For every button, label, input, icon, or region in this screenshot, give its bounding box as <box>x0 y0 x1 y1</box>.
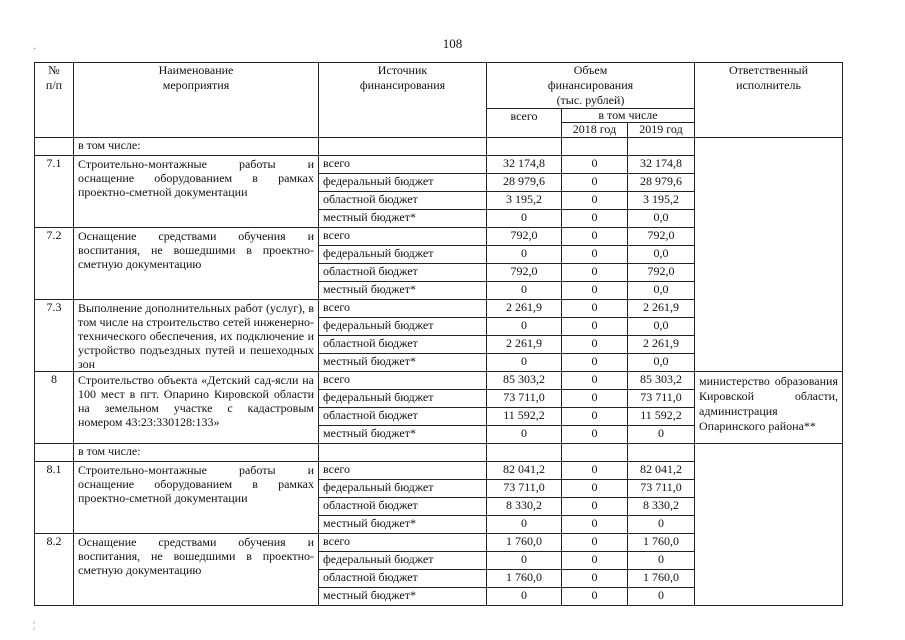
funding-source: местный бюджет* <box>319 354 487 372</box>
value-2018: 0 <box>562 174 628 192</box>
funding-source: местный бюджет* <box>319 426 487 444</box>
value-total: 11 592,2 <box>487 408 562 426</box>
value-total: 2 261,9 <box>487 300 562 318</box>
funding-source: всего <box>319 300 487 318</box>
header-volume: Объем финансирования (тыс. рублей) <box>487 63 695 109</box>
value-2018: 0 <box>562 480 628 498</box>
value-2019: 2 261,9 <box>628 300 695 318</box>
funding-source: всего <box>319 228 487 246</box>
funding-source: областной бюджет <box>319 264 487 282</box>
measure-name: Оснащение средствами обучения и воспитания, не вошедшими в проектно-сметную документацию <box>74 228 319 300</box>
value-2019: 0,0 <box>628 318 695 336</box>
page-number: 108 <box>442 36 463 51</box>
empty-cell <box>628 138 695 156</box>
row-num: 8 <box>35 372 74 444</box>
value-2018: 0 <box>562 318 628 336</box>
value-2018: 0 <box>562 426 628 444</box>
value-2019: 28 979,6 <box>628 174 695 192</box>
value-total: 1 760,0 <box>487 534 562 552</box>
value-total: 0 <box>487 552 562 570</box>
value-2018: 0 <box>562 354 628 372</box>
funding-source: федеральный бюджет <box>319 318 487 336</box>
measure-name: Оснащение средствами обучения и воспитания, не вошедшими в проектно-сметную документацию <box>74 534 319 606</box>
funding-source: всего <box>319 372 487 390</box>
funding-source: областной бюджет <box>319 192 487 210</box>
measure-name: Выполнение дополнительных работ (услуг), в том числе на строительство сетей инженерно-технического обеспечения, их подключение и устройство подъездных путей и пешеходных зон <box>74 300 319 372</box>
header-2019: 2019 год <box>628 122 695 137</box>
funding-source: областной бюджет <box>319 570 487 588</box>
empty-cell <box>319 444 487 462</box>
value-2019: 85 303,2 <box>628 372 695 390</box>
measure-name: Строительно-монтажные работы и оснащение оборудованием в рамках проектно-сметной документации <box>74 156 319 228</box>
value-2018: 0 <box>562 462 628 480</box>
table-row <box>35 372 843 390</box>
value-total: 0 <box>487 354 562 372</box>
value-total: 1 760,0 <box>487 570 562 588</box>
incl-label: в том числе: <box>74 444 319 462</box>
value-2018: 0 <box>562 516 628 534</box>
value-2019: 792,0 <box>628 228 695 246</box>
value-total: 792,0 <box>487 228 562 246</box>
funding-source: всего <box>319 462 487 480</box>
incl-label: в том числе: <box>74 138 319 156</box>
row-num: 8.2 <box>35 534 74 606</box>
value-2019: 73 711,0 <box>628 390 695 408</box>
margin-mark: ¦ <box>33 620 36 631</box>
row-num: 8.1 <box>35 462 74 534</box>
executor-cell <box>695 444 843 606</box>
header-incl: в том числе <box>562 109 695 123</box>
value-2018: 0 <box>562 210 628 228</box>
value-total: 0 <box>487 588 562 606</box>
value-2018: 0 <box>562 336 628 354</box>
measure-name: Строительство объекта «Детский сад-ясли на 100 мест в пгт. Опарино Кировской области на земельном участке с кадастровым номером 43:23:330128:133» <box>74 372 319 444</box>
value-2019: 82 041,2 <box>628 462 695 480</box>
value-total: 82 041,2 <box>487 462 562 480</box>
value-2019: 73 711,0 <box>628 480 695 498</box>
value-2018: 0 <box>562 246 628 264</box>
incl-row <box>35 444 843 462</box>
funding-source: областной бюджет <box>319 498 487 516</box>
header-total: всего <box>487 109 562 138</box>
header-name: Наименование мероприятия <box>74 63 319 138</box>
value-total: 73 711,0 <box>487 390 562 408</box>
value-2019: 792,0 <box>628 264 695 282</box>
header-2018: 2018 год <box>562 122 628 137</box>
value-2018: 0 <box>562 156 628 174</box>
value-total: 0 <box>487 318 562 336</box>
empty-cell <box>628 444 695 462</box>
row-num: 7.2 <box>35 228 74 300</box>
funding-source: федеральный бюджет <box>319 174 487 192</box>
funding-source: областной бюджет <box>319 408 487 426</box>
value-2019: 8 330,2 <box>628 498 695 516</box>
empty-cell <box>319 138 487 156</box>
value-total: 0 <box>487 282 562 300</box>
value-2018: 0 <box>562 534 628 552</box>
value-total: 73 711,0 <box>487 480 562 498</box>
funding-source: местный бюджет* <box>319 282 487 300</box>
funding-source: всего <box>319 156 487 174</box>
value-2018: 0 <box>562 300 628 318</box>
value-total: 0 <box>487 516 562 534</box>
value-2019: 11 592,2 <box>628 408 695 426</box>
value-total: 0 <box>487 210 562 228</box>
value-2019: 3 195,2 <box>628 192 695 210</box>
value-2018: 0 <box>562 570 628 588</box>
funding-source: местный бюджет* <box>319 210 487 228</box>
value-total: 85 303,2 <box>487 372 562 390</box>
funding-source: областной бюджет <box>319 336 487 354</box>
value-2018: 0 <box>562 372 628 390</box>
value-2018: 0 <box>562 192 628 210</box>
value-total: 8 330,2 <box>487 498 562 516</box>
value-2019: 0,0 <box>628 246 695 264</box>
financing-table <box>34 62 843 606</box>
header-executor: Ответственный исполнитель <box>695 63 843 138</box>
value-2019: 0 <box>628 552 695 570</box>
funding-source: местный бюджет* <box>319 588 487 606</box>
value-2018: 0 <box>562 588 628 606</box>
empty-cell <box>562 138 628 156</box>
empty-cell <box>562 444 628 462</box>
value-2018: 0 <box>562 264 628 282</box>
value-2018: 0 <box>562 408 628 426</box>
value-2019: 1 760,0 <box>628 570 695 588</box>
executor-cell <box>695 138 843 372</box>
value-total: 0 <box>487 426 562 444</box>
value-2018: 0 <box>562 552 628 570</box>
row-num: 7.3 <box>35 300 74 372</box>
value-2019: 1 760,0 <box>628 534 695 552</box>
value-2018: 0 <box>562 498 628 516</box>
row-num: 7.1 <box>35 156 74 228</box>
empty-cell <box>487 138 562 156</box>
value-2019: 0,0 <box>628 354 695 372</box>
value-total: 3 195,2 <box>487 192 562 210</box>
header-num: № п/п <box>35 63 74 138</box>
value-2018: 0 <box>562 390 628 408</box>
value-2019: 0 <box>628 516 695 534</box>
value-total: 0 <box>487 246 562 264</box>
value-2019: 0 <box>628 588 695 606</box>
margin-mark: · <box>33 44 37 55</box>
header-source: Источник финансирования <box>319 63 487 138</box>
value-2019: 32 174,8 <box>628 156 695 174</box>
funding-source: местный бюджет* <box>319 516 487 534</box>
measure-name: Строительно-монтажные работы и оснащение оборудованием в рамках проектно-сметной документации <box>74 462 319 534</box>
funding-source: федеральный бюджет <box>319 390 487 408</box>
empty-cell <box>487 444 562 462</box>
value-2019: 0,0 <box>628 282 695 300</box>
incl-num-cell <box>35 444 74 462</box>
value-2018: 0 <box>562 282 628 300</box>
value-total: 32 174,8 <box>487 156 562 174</box>
funding-source: всего <box>319 534 487 552</box>
value-2019: 0 <box>628 426 695 444</box>
value-2019: 2 261,9 <box>628 336 695 354</box>
funding-source: федеральный бюджет <box>319 480 487 498</box>
funding-source: федеральный бюджет <box>319 552 487 570</box>
value-total: 28 979,6 <box>487 174 562 192</box>
value-total: 792,0 <box>487 264 562 282</box>
executor-name: министерство образования Кировской области, администрация Опаринского района** <box>695 372 843 444</box>
value-2019: 0,0 <box>628 210 695 228</box>
funding-source: федеральный бюджет <box>319 246 487 264</box>
incl-row <box>35 138 843 156</box>
value-total: 2 261,9 <box>487 336 562 354</box>
value-2018: 0 <box>562 228 628 246</box>
incl-num-cell <box>35 138 74 156</box>
